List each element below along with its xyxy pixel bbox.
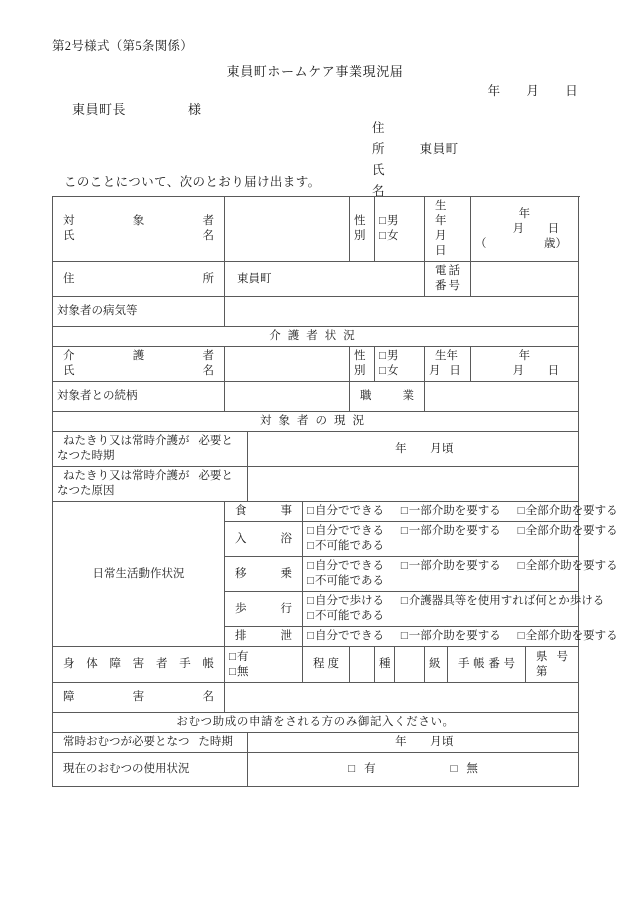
adl-option[interactable]: [307, 559, 384, 574]
adl-option-label: 全部介助を要する: [525, 630, 618, 642]
subject-gender-female-option[interactable]: [379, 229, 420, 244]
adl-transfer-name: 移乗: [235, 567, 292, 580]
disability-none-option[interactable]: [229, 665, 298, 680]
diaper-notice: おむつ助成の申請をされる方のみ御記入ください。: [53, 713, 579, 733]
adl-option-label: 自分でできる: [314, 560, 384, 572]
disability-degree-label-cell: [303, 647, 350, 683]
subject-gender-female-label: 女: [386, 230, 399, 242]
disability-type-label: 種: [379, 658, 391, 670]
subject-address-value-cell[interactable]: [225, 262, 425, 297]
diaper-since-date-line: [372, 736, 454, 748]
subject-name-value-cell[interactable]: [225, 197, 350, 262]
subject-address-label: 住所: [63, 272, 214, 285]
disability-number-field: [530, 650, 574, 680]
adl-label-cell: [53, 502, 225, 647]
disability-has-label: 有: [236, 650, 249, 663]
caregiver-birth-label-line1: 生年月: [429, 350, 459, 377]
addressee-line: [72, 99, 202, 118]
adl-option[interactable]: [518, 629, 618, 644]
adl-option-label: 自分で歩ける: [314, 595, 384, 607]
subject-address-row: [53, 262, 579, 297]
diaper-usage-label-cell: [53, 753, 248, 787]
subject-gender-options-cell: [375, 197, 425, 262]
adl-option-label: 全部介助を要する: [525, 560, 618, 572]
checkbox-icon[interactable]: □: [307, 525, 314, 537]
bedridden-cause-label-cell: [53, 467, 248, 502]
diaper-since-label-cell: [53, 733, 248, 753]
bedridden-since-value-cell[interactable]: [248, 432, 579, 467]
subject-illness-label: 対象者の病気等: [57, 305, 138, 317]
subject-address-value: 東員町: [237, 272, 272, 285]
subject-birth-label-cell: [425, 197, 471, 262]
subject-name-label-line1: 対象者: [63, 215, 214, 227]
adl-option-label: 不可能である: [314, 610, 384, 622]
caregiver-gender-label-line2: 別: [354, 365, 366, 377]
adl-option-label: 不可能である: [314, 575, 384, 587]
subject-illness-value-cell[interactable]: [225, 297, 579, 327]
caregiver-gender-male-label: 男: [386, 350, 399, 362]
submission-year-label: 年: [487, 84, 501, 98]
diaper-since-label-line1: 常時おむつが必要となつ: [63, 736, 190, 748]
adl-option-label: 自分でできる: [314, 630, 384, 642]
subject-gender-male-option[interactable]: [379, 214, 420, 229]
checkbox-icon[interactable]: □: [307, 505, 314, 517]
disability-number-prefix: 県第: [536, 650, 548, 678]
submission-date-line: [488, 81, 578, 99]
adl-option-label: 全部介助を要する: [525, 505, 618, 517]
diaper-usage-row: [53, 753, 579, 787]
checkbox-icon[interactable]: □: [348, 763, 356, 775]
subject-birth-day: 日: [547, 222, 560, 235]
adl-bath-name-cell: [225, 522, 303, 557]
adl-option-label: 介護器具等を使用すれば何とか歩ける: [408, 595, 605, 607]
adl-option[interactable]: [518, 524, 618, 539]
adl-meal-name: 食事: [235, 505, 292, 517]
disability-has-options-cell: [225, 647, 303, 683]
disability-grade-label-cell: [425, 647, 448, 683]
disability-handbook-label: 身体障害者手帳: [63, 658, 214, 670]
disability-degree-value-cell[interactable]: [350, 647, 375, 683]
checkbox-icon[interactable]: □: [400, 630, 408, 642]
adl-toilet-name: 排泄: [235, 630, 292, 642]
adl-walk-name-cell: [225, 592, 303, 627]
subject-gender-male-label: 男: [386, 215, 399, 227]
disability-number-value-cell[interactable]: [526, 647, 579, 683]
caregiver-section-title: 介護者状況: [53, 327, 579, 347]
checkbox-icon[interactable]: □: [229, 650, 236, 663]
caregiver-name-label-line2: 氏名: [63, 365, 214, 377]
disability-degree-label: 程度: [313, 658, 339, 670]
caregiver-occupation-label: 職業: [360, 390, 415, 402]
adl-row-meal: [53, 502, 579, 522]
checkbox-icon[interactable]: □: [517, 505, 525, 517]
submission-day-label: 日: [565, 84, 578, 98]
caregiver-gender-options-cell: [375, 347, 425, 382]
bedridden-since-month: 月頃: [430, 442, 454, 455]
adl-option[interactable]: [307, 539, 384, 554]
disability-name-row: [53, 683, 579, 713]
adl-option[interactable]: [307, 504, 384, 519]
diaper-since-month: 月頃: [430, 736, 454, 748]
caregiver-name-value-cell[interactable]: [225, 347, 350, 382]
current-status-section-title: 対象者の現況: [53, 412, 579, 432]
current-status-header-row: [53, 412, 579, 432]
adl-option-label: 自分でできる: [314, 505, 384, 517]
disability-number-label: 手帳番号: [458, 658, 516, 670]
adl-option[interactable]: [307, 594, 384, 609]
caregiver-relation-row: [53, 382, 579, 412]
checkbox-icon[interactable]: □: [400, 505, 408, 517]
subject-birth-month: 月: [512, 222, 525, 235]
adl-option-label: 一部介助を要する: [408, 505, 501, 517]
adl-option[interactable]: [401, 594, 604, 609]
disability-handbook-label-cell: [53, 647, 225, 683]
applicant-address-label: 住 所: [372, 121, 410, 156]
adl-meal-options-cell: [303, 502, 618, 522]
subject-birth-year: 年: [518, 207, 531, 220]
caregiver-relation-label-cell: [53, 382, 225, 412]
subject-name-row: [53, 197, 579, 262]
disability-number-label-cell: [448, 647, 526, 683]
adl-walk-options-line1: [307, 594, 605, 609]
bedridden-since-row: [53, 432, 579, 467]
adl-bath-options-cell: [303, 522, 618, 557]
adl-option[interactable]: [307, 609, 384, 624]
adl-option-label: 自分でできる: [314, 525, 384, 537]
adl-option[interactable]: [401, 559, 501, 574]
checkbox-icon[interactable]: □: [517, 525, 525, 537]
adl-toilet-options-cell: [303, 627, 618, 647]
caregiver-gender-male-option[interactable]: [379, 349, 420, 364]
caregiver-gender-label-line1: 性: [354, 350, 366, 362]
diaper-since-year: 年: [395, 736, 408, 748]
applicant-block: [372, 118, 459, 202]
checkbox-icon[interactable]: □: [379, 230, 386, 242]
applicant-address-row: [372, 118, 459, 160]
bedridden-cause-label-line2: 必要となつた原因: [57, 470, 233, 497]
subject-name-label-line2: 氏名: [63, 230, 214, 242]
checkbox-icon[interactable]: □: [379, 350, 386, 362]
subject-illness-row: [53, 297, 579, 327]
disability-none-label: 無: [236, 665, 249, 678]
adl-option-label: 全部介助を要する: [525, 525, 618, 537]
addressee-name: 東員町長: [72, 102, 127, 117]
checkbox-icon[interactable]: □: [379, 365, 386, 377]
caregiver-gender-female-label: 女: [386, 365, 399, 377]
adl-bath-options-line2: [307, 539, 574, 554]
bedridden-cause-value-cell[interactable]: [248, 467, 579, 502]
diaper-usage-options-cell: [248, 753, 579, 787]
disability-name-label: 障害名: [63, 691, 214, 703]
submission-month-label: 月: [526, 84, 540, 98]
adl-meal-name-cell: [225, 502, 303, 522]
adl-option[interactable]: [401, 524, 501, 539]
diaper-usage-no-label: 無: [466, 763, 478, 775]
subject-birth-label-line1: 生 年: [435, 200, 459, 227]
caregiver-name-row: [53, 347, 579, 382]
diaper-since-label-line2: た時期: [198, 736, 233, 748]
subject-phone-label-cell: [425, 262, 471, 297]
diaper-usage-label: 現在のおむつの使用状況: [63, 763, 190, 775]
checkbox-icon[interactable]: □: [450, 763, 458, 775]
adl-option[interactable]: [518, 559, 618, 574]
adl-label: 日常生活動作状況: [92, 567, 185, 580]
adl-transfer-options-line2: [307, 574, 574, 589]
adl-transfer-name-cell: [225, 557, 303, 592]
adl-toilet-name-cell: [225, 627, 303, 647]
adl-bath-options-line1: [307, 524, 618, 539]
diaper-usage-no-option[interactable]: [450, 762, 477, 777]
bedridden-since-label-line1: ねたきり又は常時介護が: [63, 435, 190, 447]
adl-bath-name: 入浴: [235, 532, 292, 545]
subject-illness-label-cell: [53, 297, 225, 327]
diaper-usage-yes-option[interactable]: [348, 762, 375, 777]
diaper-since-value-cell[interactable]: [248, 733, 579, 753]
disability-has-option[interactable]: [229, 650, 298, 665]
adl-option[interactable]: [307, 524, 384, 539]
caregiver-birth-label-cell: [425, 347, 471, 382]
caregiver-gender-label-cell: [350, 347, 375, 382]
subject-birth-date-line: [475, 207, 574, 237]
bedridden-since-label-cell: [53, 432, 248, 467]
applicant-address-value: 東員町: [419, 142, 459, 156]
caregiver-occupation-value-cell[interactable]: [425, 382, 579, 412]
adl-option[interactable]: [518, 504, 618, 519]
adl-walk-options-cell: [303, 592, 605, 627]
checkbox-icon[interactable]: □: [307, 610, 314, 622]
form-number: 第2号様式（第5条関係）: [52, 39, 194, 53]
subject-name-label-cell: [53, 197, 225, 262]
bedridden-since-year: 年: [395, 442, 408, 455]
subject-phone-label: 電話番号: [435, 265, 461, 292]
checkbox-icon[interactable]: □: [307, 540, 314, 552]
bedridden-since-label-line2: 必要となつた時期: [57, 435, 233, 462]
adl-option-label: 一部介助を要する: [408, 525, 501, 537]
disability-handbook-row: [53, 647, 579, 683]
adl-transfer-options-line1: [307, 559, 618, 574]
diaper-usage-yes-label: 有: [364, 763, 376, 775]
subject-gender-label-line1: 性: [354, 215, 366, 227]
adl-option[interactable]: [401, 504, 501, 519]
caregiver-relation-label: 対象者との続柄: [57, 390, 138, 402]
adl-option[interactable]: [401, 629, 501, 644]
caregiver-birth-month: 月: [512, 365, 525, 377]
disability-number-suffix: 号: [556, 650, 569, 663]
checkbox-icon[interactable]: □: [229, 665, 236, 678]
subject-gender-label-line2: 別: [354, 230, 366, 242]
checkbox-icon[interactable]: □: [517, 630, 525, 642]
disability-type-label-cell: [375, 647, 395, 683]
caregiver-birth-day: 日: [547, 365, 560, 377]
caregiver-birth-date-line: [475, 349, 574, 379]
bedridden-since-date-line: [372, 443, 454, 455]
checkbox-icon[interactable]: □: [307, 575, 314, 587]
adl-walk-options-line2: [307, 609, 574, 624]
bedridden-cause-label-line1: ねたきり又は常時介護が: [63, 470, 190, 482]
caregiver-birth-value-cell[interactable]: [471, 347, 579, 382]
subject-birth-value-cell[interactable]: [471, 197, 579, 262]
caregiver-birth-label-line2: 日: [449, 365, 461, 377]
disability-grade-label: 級: [429, 658, 441, 670]
checkbox-icon[interactable]: □: [307, 595, 314, 607]
checkbox-icon[interactable]: □: [307, 630, 314, 642]
adl-option-label: 一部介助を要する: [408, 630, 501, 642]
caregiver-birth-year: 年: [518, 350, 531, 362]
adl-toilet-options-line1: [307, 629, 618, 644]
document-title: 東員町ホームケア事業現況届: [226, 64, 404, 79]
adl-option-label: 不可能である: [314, 540, 384, 552]
checkbox-icon[interactable]: □: [400, 560, 408, 572]
disability-type-value-cell[interactable]: [395, 647, 425, 683]
subject-gender-label-cell: [350, 197, 375, 262]
adl-walk-name: 歩行: [235, 602, 292, 615]
subject-address-label-cell: [53, 262, 225, 297]
caregiver-name-label-line1: 介護者: [63, 350, 214, 362]
caregiver-name-label-cell: [53, 347, 225, 382]
subject-birth-label-line2: 月 日: [435, 230, 459, 257]
adl-option[interactable]: [307, 574, 384, 589]
checkbox-icon[interactable]: □: [400, 525, 408, 537]
caregiver-gender-female-option[interactable]: [379, 364, 420, 379]
caregiver-relation-value-cell[interactable]: [225, 382, 350, 412]
adl-meal-options-line1: [307, 504, 618, 519]
applicant-name-label: 氏 名: [372, 163, 410, 198]
adl-option-label: 一部介助を要する: [408, 560, 501, 572]
subject-age-line: （ 歳）: [475, 237, 568, 250]
caregiver-occupation-label-cell: [350, 382, 425, 412]
form-table: [52, 196, 618, 787]
checkbox-icon[interactable]: □: [379, 215, 386, 227]
diaper-notice-row: [53, 713, 579, 733]
adl-transfer-options-cell: [303, 557, 618, 592]
disability-name-value-cell[interactable]: [225, 683, 579, 713]
diaper-since-row: [53, 733, 579, 753]
disability-name-label-cell: [53, 683, 225, 713]
subject-phone-value-cell[interactable]: [471, 262, 579, 297]
adl-option[interactable]: [307, 629, 384, 644]
addressee-honorific: 様: [188, 102, 202, 117]
caregiver-section-header-row: [53, 327, 579, 347]
checkbox-icon[interactable]: □: [517, 560, 525, 572]
checkbox-icon[interactable]: □: [307, 560, 314, 572]
intro-text: このことについて、次のとおり届け出ます。: [64, 175, 321, 189]
checkbox-icon[interactable]: □: [400, 595, 408, 607]
bedridden-cause-row: [53, 467, 579, 502]
